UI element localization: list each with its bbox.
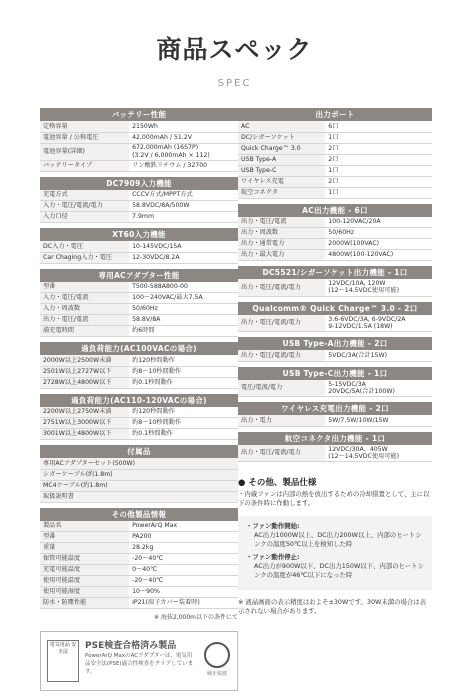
spec-value: 約0.1秒間動作 (129, 377, 238, 388)
fan-stop-heading: ・ファン動作停止: (246, 553, 300, 561)
spec-row (40, 377, 238, 388)
spec-label: 2751W以上3000W以下 (40, 418, 129, 429)
spec-value: -20〜40℃ (129, 554, 238, 565)
spec-value: CCCV方式/MPPT方式 (129, 190, 238, 201)
spec-value: 約0.1秒間動作 (129, 429, 238, 440)
spec-row (238, 445, 432, 462)
spec-label: 2501W以上2727W以下 (40, 366, 129, 377)
spec-value: 12VDC/10A, 120W (12〜14.5VDC使用可能) (325, 279, 432, 296)
spec-value: 42,000mAh / 51.2V (129, 132, 238, 143)
spec-label: 出力・通常電力 (238, 239, 325, 250)
spec-value: 58.8VDC/8A/500W (129, 201, 238, 212)
spec-value: 50/60Hz (129, 304, 238, 315)
spec-value: 12VDC/30A、405W (12〜14.5VDC使用可能) (325, 445, 432, 462)
spec-label: バッテリータイプ (40, 160, 129, 171)
spec-row (40, 293, 238, 304)
spec-value: 2口 (325, 176, 432, 187)
spec-table-aviation (238, 445, 432, 463)
spec-table-dc7909 (40, 190, 238, 224)
section-heading-ac: AC出力機能 - 6口 (238, 204, 432, 217)
spec-row (40, 554, 238, 565)
spec-row (238, 415, 432, 426)
section-heading-accessories: 付属品 (40, 445, 238, 458)
spec-value: 約6時間 (129, 326, 238, 337)
spec-table-usba (238, 350, 432, 362)
section-heading-xt60: XT60入力機能 (40, 228, 238, 241)
spec-label: 入力・周波数 (40, 304, 129, 315)
spec-row (40, 132, 238, 143)
spec-label: AC (238, 121, 325, 132)
spec-value: PowerArQ Max (129, 521, 238, 532)
spec-row (40, 587, 238, 598)
spec-row (238, 154, 432, 165)
spec-value: 5VDC/3A(合計15W) (325, 350, 432, 361)
spec-row (40, 576, 238, 587)
spec-row (238, 121, 432, 132)
spec-table-ac (238, 217, 432, 262)
spec-value: 50/60Hz (325, 228, 432, 239)
spec-value: 10-145VDC/15A (129, 241, 238, 252)
spec-label: 出力・電圧/電流/電力 (238, 279, 325, 296)
spec-row (40, 532, 238, 543)
left-column (40, 108, 238, 691)
spec-table-overload110 (40, 407, 238, 441)
spec-value: 1口 (325, 165, 432, 176)
spec-label: 出力・電圧/電流/電力 (238, 445, 325, 462)
spec-row (40, 407, 238, 418)
spec-label: 定格容量 (40, 121, 129, 132)
section-heading-qc: Qualcomm® Quick Charge™ 3.0 - 2口 (238, 302, 432, 315)
spec-label: 2728W以上4800W以下 (40, 377, 129, 388)
spec-label: 電池容量(詳細) (40, 143, 129, 160)
spec-table-dc5521 (238, 279, 432, 297)
spec-sections-right (238, 108, 432, 462)
spec-value: 100〜240VAC/最大7.5A (129, 293, 238, 304)
pse-title: PSE検査合格済み製品 (85, 641, 177, 651)
spec-row (40, 543, 238, 554)
spec-row (40, 418, 238, 429)
spec-value: 672,000mAh (16S7P) (3.2V / 6,000mAh × 112) (129, 143, 238, 160)
spec-value: 約120秒間動作 (129, 407, 238, 418)
spec-table-other (40, 521, 238, 610)
fan-start-heading: ・ファン動作開始: (246, 522, 300, 530)
section-heading-wireless: ワイヤレス充電出力機能 - 2口 (238, 402, 432, 415)
spec-row (40, 598, 238, 609)
spec-label: 航空コネクタ (238, 187, 325, 198)
spec-value: 約8〜10秒間動作 (129, 366, 238, 377)
sine-wave-logo (203, 642, 231, 677)
spec-label: 3001W以上4800W以下 (40, 429, 129, 440)
spec-value: 1口 (325, 187, 432, 198)
spec-value: 5W/7.5W/10W/15W (325, 415, 432, 426)
spec-row (238, 217, 432, 228)
section-heading-overload110: 過負荷能力(AC110-120VACの場合) (40, 394, 238, 407)
spec-sections-left (40, 108, 238, 609)
spec-label: 出力・電圧/電流/電力 (238, 315, 325, 332)
sine-wave-caption: 純正弦波 (206, 671, 227, 677)
fan-conditions-box (238, 516, 432, 590)
spec-value: 約8〜10秒間動作 (129, 418, 238, 429)
spec-table-battery (40, 121, 238, 172)
spec-label: 使用可能温度 (40, 576, 129, 587)
spec-value: 7.9mm (129, 212, 238, 223)
spec-row (40, 282, 238, 293)
spec-table-ports (238, 121, 432, 199)
spec-row (238, 350, 432, 361)
sine-wave-icon (204, 642, 230, 668)
spec-label: 取扱説明書 (40, 491, 238, 502)
spec-row (40, 480, 238, 491)
other-spec-title: ● その他、製品仕様 (238, 478, 317, 488)
spec-label: 2000W以上2500W未満 (40, 355, 129, 366)
spec-row (238, 239, 432, 250)
spec-row (40, 315, 238, 326)
section-heading-dc5521: DC5521/シガーソケット出力機能 - 1口 (238, 266, 432, 279)
spec-row (40, 429, 238, 440)
spec-label: 専用ACアダプターセット(500W) (40, 458, 238, 469)
spec-row (40, 469, 238, 480)
spec-row (40, 565, 238, 576)
page-title: 商品スペック (156, 35, 313, 64)
spec-row (238, 250, 432, 261)
spec-label: 出力・最大電力 (238, 250, 325, 261)
pse-body: PowerArQ MaxのACアダプターは、電気用品安全法(PSE)適合性検査をクリアしています。 (85, 653, 194, 675)
spec-label: 使用可能湿度 (40, 587, 129, 598)
spec-label: 2200W以上2750W未満 (40, 407, 129, 418)
spec-value: 10〜90% (129, 587, 238, 598)
spec-table-xt60 (40, 241, 238, 264)
spec-row (40, 160, 238, 171)
spec-value: 5-15VDC/3A 20VDC/5A(合計100W) (325, 380, 432, 397)
spec-value: 0〜40℃ (129, 565, 238, 576)
pse-box (40, 631, 238, 691)
spec-table-qc (238, 315, 432, 333)
spec-table-usbc (238, 380, 432, 398)
spec-label: 防水・防塵性能 (40, 598, 129, 609)
spec-row (238, 187, 432, 198)
spec-row (40, 201, 238, 212)
section-heading-other: その他製品情報 (40, 508, 238, 521)
spec-label: Car Chaging入力・電圧 (40, 252, 129, 263)
spec-row (238, 143, 432, 154)
spec-value: 28.2kg (129, 543, 238, 554)
spec-label: Quick Charge™ 3.0 (238, 143, 325, 154)
spec-label: 保管可能温度 (40, 554, 129, 565)
spec-row (40, 241, 238, 252)
section-heading-overload100: 過負荷能力(AC100VACの場合) (40, 342, 238, 355)
spec-label: 出力・電力 (238, 415, 325, 426)
spec-row (40, 458, 238, 469)
spec-value: -20〜40℃ (129, 576, 238, 587)
spec-row (40, 366, 238, 377)
spec-label: 入力・電圧/電流 (40, 293, 129, 304)
spec-label: 型番 (40, 532, 129, 543)
spec-table-wireless (238, 415, 432, 427)
spec-label: 充電可能温度 (40, 565, 129, 576)
spec-label: 電圧/電流/電力 (238, 380, 325, 397)
spec-row (40, 190, 238, 201)
spec-label: 重量 (40, 543, 129, 554)
lcd-accuracy-note: ※ 液晶画面の表示精度はおよそ±30Wです。30W未満の場合は表示されない場合があります。 (238, 598, 427, 615)
spec-value: 58.8V/8A (129, 315, 238, 326)
spec-label: 製品名 (40, 521, 129, 532)
spec-value: 1口 (325, 132, 432, 143)
right-column (238, 108, 432, 616)
spec-label: シガーケーブル(約1.8m) (40, 469, 238, 480)
spec-value: 2000W(100VAC) (325, 239, 432, 250)
section-heading-adapter: 専用ACアダプター性能 (40, 269, 238, 282)
spec-row (238, 380, 432, 397)
spec-value: 12-30VDC/8.2A (129, 252, 238, 263)
spec-label: DC入力・電圧 (40, 241, 129, 252)
spec-label: 出力・周波数 (238, 228, 325, 239)
fan-stop-body: AC出力が900W以下、DC出力150W以下、内部のヒートシンクの温度が46℃以下になった時 (254, 562, 424, 579)
spec-table-accessories (40, 458, 238, 503)
spec-value: 約120秒間動作 (129, 355, 238, 366)
spec-row (238, 165, 432, 176)
spec-row (40, 143, 238, 160)
page-subtitle: SPEC (217, 78, 252, 89)
spec-row (40, 355, 238, 366)
spec-row (40, 212, 238, 223)
spec-label: DC/シガーソケット (238, 132, 325, 143)
spec-table-adapter (40, 282, 238, 338)
section-heading-usba: USB Type-A出力機能 - 2口 (238, 337, 432, 350)
spec-value: IP21(端子カバー装着時) (129, 598, 238, 609)
altitude-note: ※ 海抜2,000m以下の条件にて (154, 614, 238, 621)
spec-row (238, 279, 432, 296)
spec-row (238, 228, 432, 239)
spec-value: 6口 (325, 121, 432, 132)
fan-start-body: AC出力1000W以上、DC出力200W以上、内部のヒートシンクの温度50℃以上を検知した時 (254, 531, 422, 548)
spec-label: 満充電時間 (40, 326, 129, 337)
spec-label: 充電方式 (40, 190, 129, 201)
spec-value: PA200 (129, 532, 238, 543)
spec-row (40, 304, 238, 315)
spec-label: 出力・電圧/電流 (40, 315, 129, 326)
section-heading-usbc: USB Type-C出力機能 - 1口 (238, 367, 432, 380)
spec-label: 入力・電圧/電流/電力 (40, 201, 129, 212)
spec-value: 2150Wh (129, 121, 238, 132)
spec-value: 100-120VAC/20A (325, 217, 432, 228)
section-heading-ports: 出力ポート (238, 108, 432, 121)
spec-value: T500-588A800-00 (129, 282, 238, 293)
spec-value: 2口 (325, 154, 432, 165)
spec-label: 出力・電圧/電流 (238, 217, 325, 228)
spec-row (40, 121, 238, 132)
spec-row (40, 252, 238, 263)
other-spec-body: ・内蔵ファンは内部の熱を放出するための冷却措置として、主に以下の条件時に作動します。 (238, 490, 430, 507)
spec-label: 電池容量 / 公称電圧 (40, 132, 129, 143)
spec-value: 4800W(100-120VAC) (325, 250, 432, 261)
spec-row (40, 326, 238, 337)
section-heading-aviation: 航空コネクタ出力機能 - 1口 (238, 432, 432, 445)
spec-label: 型番 (40, 282, 129, 293)
spec-row (238, 176, 432, 187)
spec-value: 3.6-6VDC/3A, 6-9VDC/2A 9-12VDC/1.5A (18W) (325, 315, 432, 332)
spec-label: ワイヤレス充電 (238, 176, 325, 187)
spec-label: 出力・電圧/電流/電力 (238, 350, 325, 361)
spec-row (238, 132, 432, 143)
spec-label: USB Type-A (238, 154, 325, 165)
section-heading-dc7909: DC7909入力機能 (40, 177, 238, 190)
pse-seal-mark: 電気用品 安全法 (47, 640, 79, 682)
spec-label: 入力口径 (40, 212, 129, 223)
spec-table-overload100 (40, 355, 238, 389)
spec-row (40, 521, 238, 532)
spec-label: USB Type-C (238, 165, 325, 176)
spec-row (238, 315, 432, 332)
spec-value: 2口 (325, 143, 432, 154)
section-heading-battery: バッテリー性能 (40, 108, 238, 121)
spec-row (40, 491, 238, 502)
spec-label: MC4ケーブル(約1.8m) (40, 480, 238, 491)
spec-value: リン酸鉄リチウム / 32700 (129, 160, 238, 171)
